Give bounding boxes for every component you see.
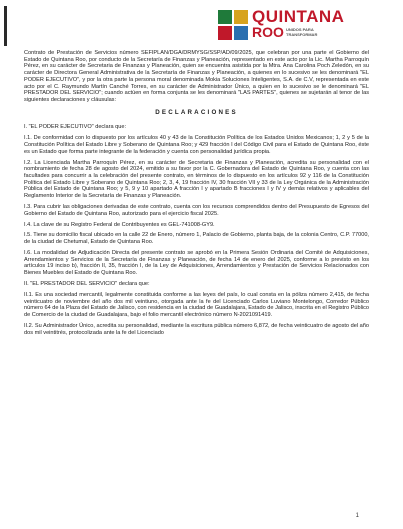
header-accent-strip: [4, 6, 7, 46]
clause-i2: I.2. La Licenciada Martha Parroquín Pérez, en su carácter de Secretaria de Finanzas y Planeación, acredita su personalidad con el nombramiento de fecha 28 de agosto del 2024, emitido a su favor por la C. Gobernadora del Estado de Quintana Roo, y cuenta con las facultades para concurrir a la celebración del presente contrato, en términos de lo dispuesto en los artículos 92 y 116 de la Constitución Política del Estado Libre y Soberano de Quintana Roo; 2, 3, 4, 19 fracción IV, 30 fracción VII y 33 de la Ley Orgánica de la Administración Pública del Estado de Quintana Roo; y 5, 9 y 10 apartado A fracción I y apartado B fracciones I y IV y demás relativos y aplicables del Reglamento Interior de la Secretaría de Finanzas y Planeación.: [24, 159, 369, 200]
page-number: 1: [355, 513, 359, 519]
clause-i3: I.3. Para cubrir las obligaciones derivadas de este contrato, cuenta con los recursos comprendidos dentro del Presupuesto de Egresos del Gobierno del Estado de Quintana Roo, autorizado para el ejercicio fiscal 2025.: [24, 203, 369, 217]
section-2-heading: II. "EL PRESTADOR DEL SERVICIO" declara que:: [24, 281, 150, 287]
state-emblem-icon: [216, 8, 250, 42]
section-1-heading: I. "EL PODER EJECUTIVO" declara que:: [24, 124, 127, 131]
clause-i6: I.6. La modalidad de Adjudicación Directa del presente contrato se aprobó en la Primera Sesión Ordinaria del Comité de Adquisiciones, Arrendamientos y Servicios de la Secretaría de Finanzas y Planeación, de fecha 14 de enero del 2025, conforme a lo previsto en los artículos 19 inciso b), fracción II, 35, fracción I, de la Ley de Adquisiciones, Arrendamientos y Prestación de Servicios Relacionados con Bienes Muebles del Estado de Quintana Roo.: [24, 250, 369, 277]
quintana-roo-logo: [216, 6, 366, 46]
clause-i5: I.5. Tiene su domicilio fiscal ubicado en la calle 22 de Enero, número 1, Palacio de Gobierno, planta baja, de la colonia Centro, C.P. 77000, de la ciudad de Chetumal, Estado de Quintana Roo.: [24, 232, 369, 246]
logo-tagline: UNIDOS PARA TRANSFORMAR: [286, 27, 318, 37]
contract-body: [24, 50, 369, 340]
clause-ii1: II.1. Es una sociedad mercantil, legalmente constituida conforme a las leyes del país, lo cual consta en la póliza número 2,415, de fecha veinticuatro de noviembre del año dos mil veintiuno, otorgada ante la fe del Licenciado Carlos Luviano Montelongo, Corredor Público número 64 de la Plaza del Estado de Jalisco, con residencia en la ciudad de Guadalajara, Estado de Jalisco, inscrita en el Registro Público de Comercio de la ciudad de Guadalajara, bajo el folio mercantil electrónico número N-2021091419.: [24, 291, 369, 318]
clause-i1: I.1. De conformidad con lo dispuesto por los artículos 40 y 43 de la Constitución Política de los Estados Unidos Mexicanos; 1, 2 y 5 de la Constitución Política del Estado Libre y Soberano de Quintana Roo; y 429 fracción I del Código Civil para el Estado de Quintana Roo, éste es un Estado que forma parte integrante de la federación y cuenta con personalidad jurídica propia.: [24, 135, 369, 155]
logo-text-quintana: QUINTANA: [252, 7, 345, 26]
clause-i4: I.4. La clave de su Registro Federal de Contribuyentes es GEL-741008-GY9.: [24, 221, 215, 228]
contract-intro: Contrato de Prestación de Servicios número SEFIPLAN/DGA/DRMYSG/SSP/AD/09/2025, que celebran por una parte el Gobierno del Estado de Quintana Roo, por conducto de la Secretaría de Finanzas y Planeación, representado en este acto por la Lic. Martha Parroquín Pérez, en su carácter de Secretaria de Finanzas y Planeación, quien se encuentra asistida por la Mtra. Ana Carolina Poch Zeledón, en su carácter de Directora General Administrativa de la Secretaría de Finanzas y Planeación, a quienes en lo sucesivo se les denominará "EL PODER EJECUTIVO", y por la otra parte la persona moral denominada Mokia Soluciones Inteligentes, S.A. de C.V, representada en este acto por el C. Raymundo Martín Canché Torres, en su carácter de Administrador Único, a quien en lo sucesivo se le denominará "EL PRESTADOR DEL SERVICIO"; cuando actúen en forma conjunta se les denominará "LAS PARTES", quienes se sujetarán al tenor de las siguientes declaraciones y cláusulas:: [24, 50, 369, 103]
logo-text-roo: ROO: [252, 24, 284, 40]
declaraciones-heading: DECLARACIONES: [155, 108, 238, 116]
clause-ii2: II.2. Su Administrador Único, acredita su personalidad, mediante la escritura pública número 6,872, de fecha veinticuatro de agosto del año dos mil veintitrés, protocolizada ante la fe del Licenciado: [24, 322, 369, 336]
